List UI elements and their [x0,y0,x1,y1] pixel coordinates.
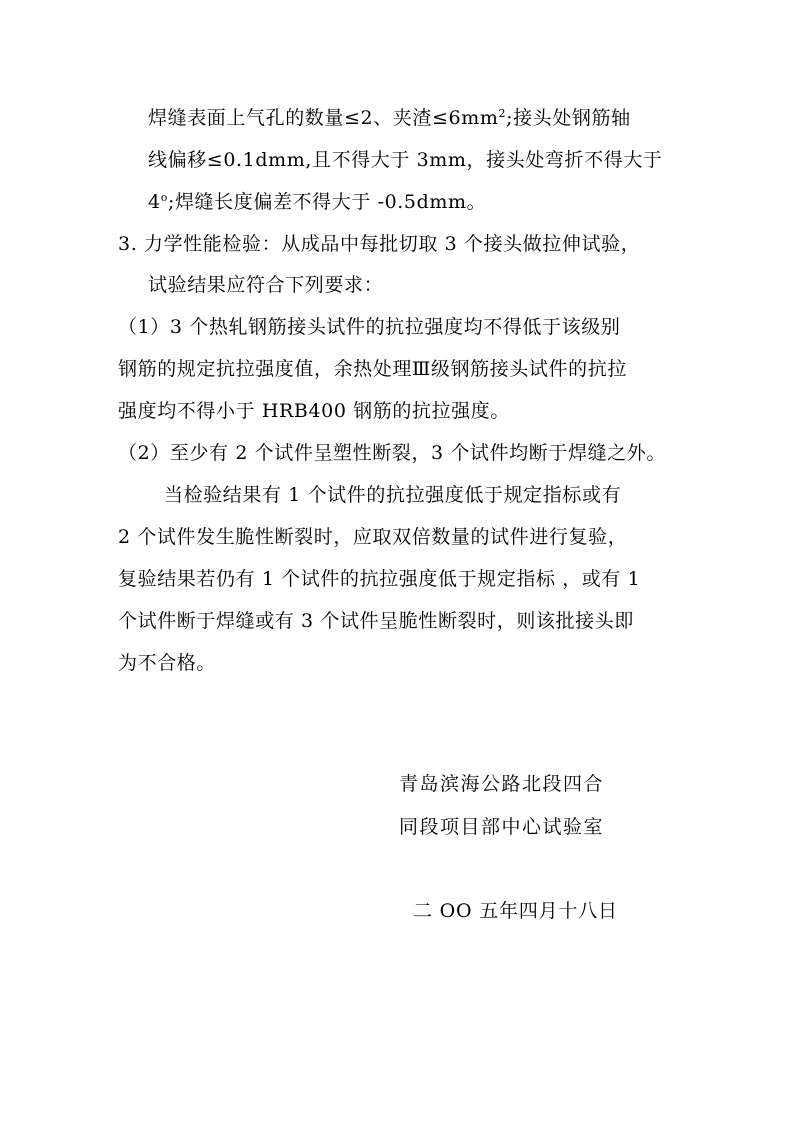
weld-line-3-text-b: ;焊缝长度偏差不得大于 -0.5dmm。 [167,191,487,213]
signature-org-line-1: 青岛滨海公路北段四合 [399,773,605,795]
signature-org-line-2: 同段项目部中心试验室 [399,816,605,838]
mechanical-heading-cont: 试验结果应符合下列要求： [148,274,384,296]
weld-line-3-text-a: 4 [148,191,161,213]
mechanical-heading: 3. 力学性能检验：从成品中每批切取 3 个接头做拉伸试验， [118,233,641,255]
recheck-line-5: 为不合格。 [118,652,217,674]
mechanical-item-1-line-2: 钢筋的规定抗拉强度值，余热处理Ⅲ级钢筋接头试件的抗拉 [118,358,627,380]
mechanical-item-1-line-1: （1）3 个热轧钢筋接头试件的抗拉强度均不得低于该级别 [118,316,621,338]
weld-line-1-superscript: 2 [498,107,507,120]
recheck-line-4: 个试件断于焊缝或有 3 个试件呈脆性断裂时，则该批接头即 [118,610,634,632]
recheck-line-3: 复验结果若仍有 1 个试件的抗拉强度低于规定指标 ，或有 1 [118,568,641,590]
weld-line-1-text-a: 焊缝表面上气孔的数量≤2、夹渣≤6mm [148,107,499,129]
weld-line-1-text-b: ;接头处钢筋轴 [506,107,631,129]
mechanical-item-2: （2）至少有 2 个试件呈塑性断裂，3 个试件均断于焊缝之外。 [118,442,666,464]
recheck-line-2: 2 个试件发生脆性断裂时，应取双倍数量的试件进行复验， [118,526,628,548]
recheck-line-1: 当检验结果有 1 个试件的抗拉强度低于规定指标或有 [164,484,622,506]
weld-line-1 [148,106,631,130]
weld-line-2: 线偏移≤0.1dmm,且不得大于 3mm，接头处弯折不得大于 [148,149,663,171]
weld-line-3 [148,190,486,214]
weld-line-3-superscript: o [160,191,168,204]
mechanical-item-1-line-3: 强度均不得小于 HRB400 钢筋的抗拉强度。 [118,400,510,422]
signature-date: 二 OO 五年四月十八日 [413,900,618,922]
